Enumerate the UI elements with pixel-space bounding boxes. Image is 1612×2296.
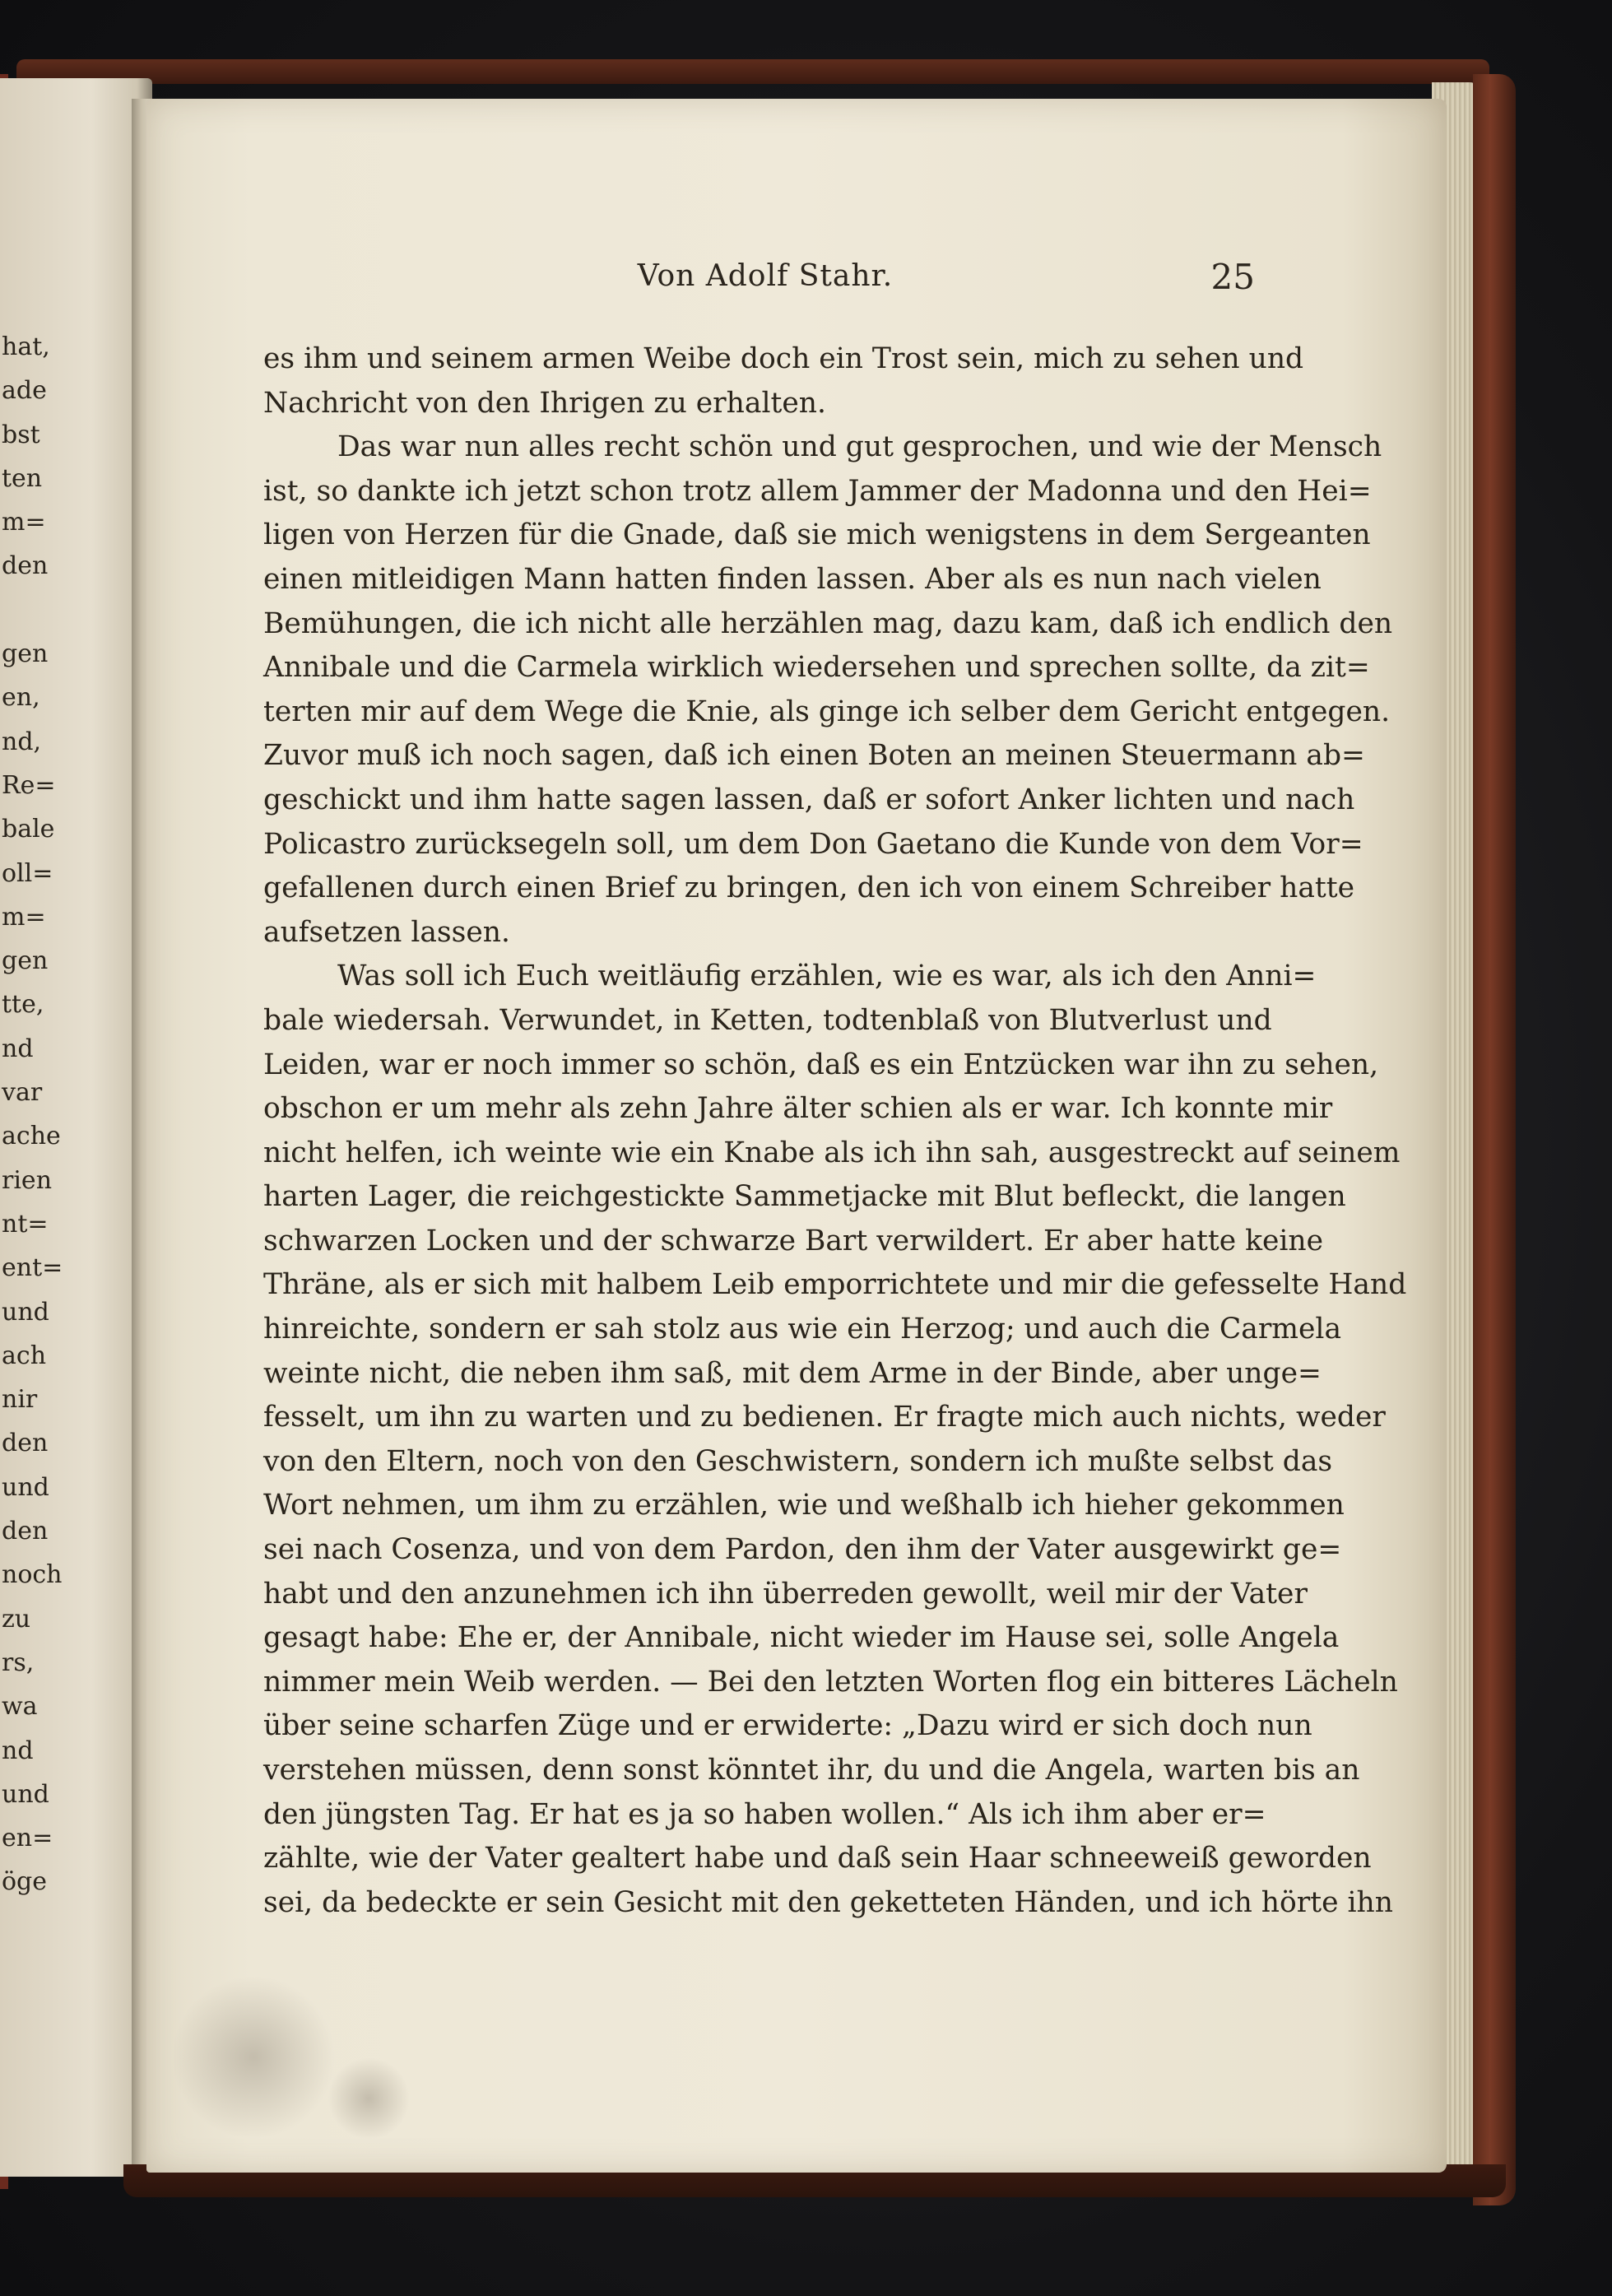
left-page-fragment: rs, (2, 1648, 35, 1677)
text-line: sei, da bedeckte er sein Gesicht mit den geketteten Händen, und ich hörte ihn (263, 1885, 1393, 1919)
left-page-fragment: nd (2, 1034, 34, 1063)
left-page-fragment: rien (2, 1165, 53, 1195)
text-line: sei nach Cosenza, und von dem Pardon, den ihm der Vater ausgewirkt ge= (263, 1533, 1342, 1567)
text-line: weinte nicht, die neben ihm saß, mit dem Arme in der Binde, aber unge= (263, 1356, 1322, 1390)
text-line: es ihm und seinem armen Weibe doch ein Trost sein, mich zu sehen und (263, 342, 1304, 375)
page-number: 25 (1210, 257, 1255, 297)
text-line: ist, so dankte ich jetzt schon trotz allem Jammer der Madonna und den Hei= (263, 474, 1372, 508)
left-page-fragment: var (2, 1078, 43, 1108)
text-line: gefallenen durch einen Brief zu bringen, den ich von einem Schreiber hatte (263, 871, 1355, 905)
left-page-fragment: noch (2, 1560, 63, 1590)
left-page-fragment: und (2, 1779, 49, 1809)
left-page-fragment: gen (2, 946, 49, 976)
left-page-fragment: en= (2, 1824, 53, 1853)
left-page-text-fragments (2, 325, 63, 1904)
text-line: Annibale und die Carmela wirklich wiedersehen und sprechen sollte, da zit= (263, 651, 1370, 685)
left-page-fragment: en, (2, 683, 40, 713)
left-page-fragment: ache (2, 1122, 61, 1151)
left-page-fragment: öge (2, 1867, 48, 1897)
text-line: geschickt und ihm hatte sagen lassen, daß er sofort Anker lichten und nach (263, 783, 1355, 816)
left-page-fragment: den (2, 551, 49, 581)
text-line: einen mitleidigen Mann hatten finden lassen. Aber als es nun nach vielen (263, 562, 1322, 596)
left-page-fragment: nd (2, 1736, 34, 1765)
text-line: zählte, wie der Vater gealtert habe und daß sein Haar schneeweiß geworden (263, 1842, 1372, 1875)
page-stain (171, 1975, 336, 2140)
left-page-fragment: bale (2, 815, 55, 844)
text-line: Wort nehmen, um ihm zu erzählen, wie und weßhalb ich hieher gekommen (263, 1489, 1345, 1522)
text-line: über seine scharfen Züge und er erwiderte: „Dazu wird er sich doch nun (263, 1709, 1312, 1743)
text-line: bale wiedersah. Verwundet, in Ketten, todtenblaß von Blutverlust und (263, 1003, 1272, 1037)
text-line: gesagt habe: Ehe er, der Annibale, nicht wieder im Hause sei, solle Angela (263, 1621, 1340, 1655)
text-line: hinreichte, sondern er sah stolz aus wie ein Herzog; und auch die Carmela (263, 1313, 1342, 1346)
text-line: von den Eltern, noch von den Geschwistern, sondern ich mußte selbst das (263, 1444, 1333, 1478)
left-page-fragment: oll= (2, 858, 53, 888)
book-cover-right (1473, 74, 1516, 2205)
left-page-fragment: den (2, 1429, 49, 1458)
left-page-fragment: m= (2, 902, 46, 932)
left-page-fragment: ten (2, 463, 43, 493)
text-line: ligen von Herzen für die Gnade, daß sie mich wenigstens in dem Sergeanten (263, 518, 1371, 552)
left-page-fragment: zu (2, 1604, 31, 1634)
page-stain (328, 2057, 410, 2140)
text-line: Das war nun alles recht schön und gut gesprochen, und wie der Mensch (337, 430, 1382, 464)
text-line: fesselt, um ihn zu warten und zu bedienen. Er fragte mich auch nichts, weder (263, 1401, 1386, 1434)
text-line: Bemühungen, die ich nicht alle herzählen mag, dazu kam, daß ich endlich den (263, 607, 1393, 640)
left-page-fragment: nt= (2, 1209, 49, 1239)
left-page-fragment: nd, (2, 727, 42, 756)
text-line: nicht helfen, ich weinte wie ein Knabe als ich ihn sah, ausgestreckt auf seinem (263, 1136, 1401, 1169)
left-page-fragment: nir (2, 1385, 38, 1415)
left-page-fragment: ade (2, 376, 47, 406)
text-line: Thräne, als er sich mit halbem Leib emporrichtete und mir die gefesselte Hand (263, 1268, 1407, 1302)
text-line: Zuvor muß ich noch sagen, daß ich einen Boten an meinen Steuermann ab= (263, 739, 1365, 773)
left-page-fragment: m= (2, 508, 46, 537)
left-page-fragment: tte, (2, 990, 44, 1020)
text-line: Leiden, war er noch immer so schön, daß es ein Entzücken war ihn zu sehen, (263, 1048, 1379, 1081)
running-head: Von Adolf Stahr. (637, 259, 894, 293)
left-page-fragment: hat, (2, 332, 50, 361)
text-line: Nachricht von den Ihrigen zu erhalten. (263, 386, 826, 420)
left-page-fragment: Re= (2, 770, 56, 800)
text-line: nimmer mein Weib werden. — Bei den letzten Worten flog ein bitteres Lächeln (263, 1665, 1398, 1699)
text-line: aufsetzen lassen. (263, 915, 510, 949)
text-line: harten Lager, die reichgestickte Sammetjacke mit Blut befleckt, die langen (263, 1180, 1346, 1214)
left-page-fragment: ach (2, 1341, 47, 1370)
left-page-fragment: bst (2, 420, 40, 449)
left-page-fragment: und (2, 1472, 49, 1502)
text-line: verstehen müssen, denn sonst könntet ihr, du und die Angela, warten bis an (263, 1754, 1360, 1787)
text-line: terten mir auf dem Wege die Knie, als ginge ich selber dem Gericht entgegen. (263, 695, 1391, 728)
left-page-fragment: und (2, 1297, 49, 1327)
left-page-fragment: den (2, 1517, 49, 1546)
left-page-fragment (2, 588, 38, 632)
body-text (263, 337, 1407, 1925)
book-cover-top (16, 59, 1489, 84)
left-page-fragment: gen (2, 639, 49, 669)
text-line: habt und den anzunehmen ich ihn überreden gewollt, weil mir der Vater (263, 1577, 1308, 1610)
left-page-fragment: wa (2, 1692, 38, 1722)
text-line: obschon er um mehr als zehn Jahre älter schien als er war. Ich konnte mir (263, 1092, 1333, 1126)
text-line: Was soll ich Euch weitläufig erzählen, wie es war, als ich den Anni= (337, 960, 1317, 993)
text-line: den jüngsten Tag. Er hat es ja so haben wollen.“ Als ich ihm aber er= (263, 1797, 1266, 1831)
text-line: Policastro zurücksegeln soll, um dem Don Gaetano die Kunde von dem Vor= (263, 827, 1363, 861)
text-line: schwarzen Locken und der schwarze Bart verwildert. Er aber hatte keine (263, 1224, 1324, 1257)
left-page-fragment: ent= (2, 1253, 63, 1283)
